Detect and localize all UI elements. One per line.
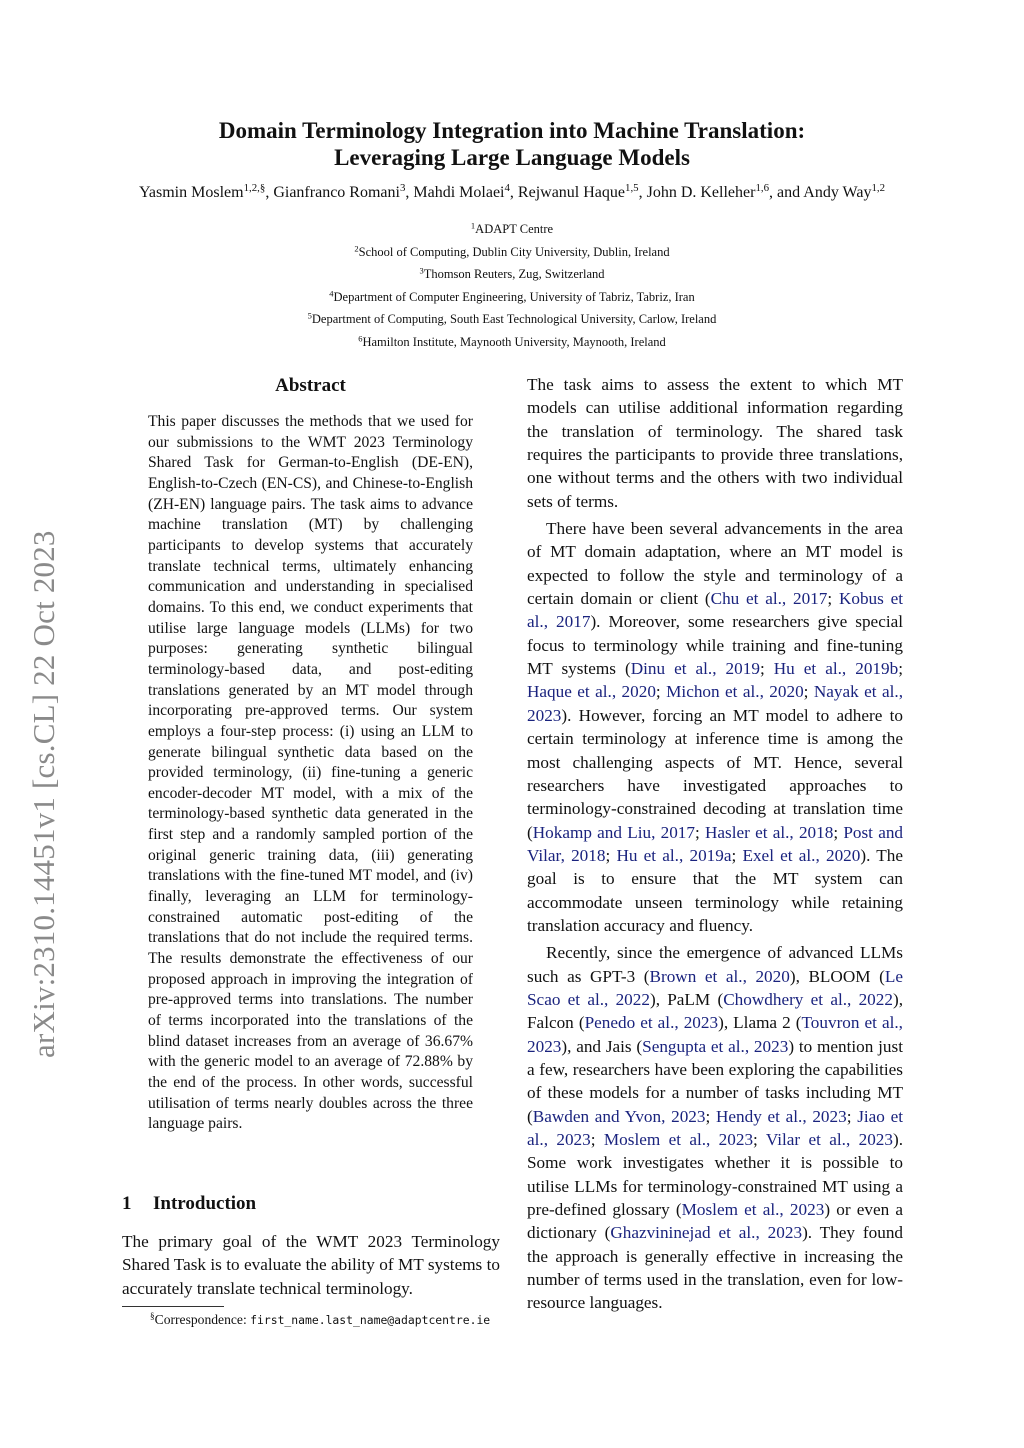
affiliation-text: Hamilton Institute, Maynooth University, Maynooth, Ireland	[362, 335, 666, 349]
footnote-mark: §	[150, 1310, 155, 1321]
paper-title-line-2: Leveraging Large Language Models	[334, 145, 690, 170]
affiliation-text: Department of Computer Engineering, University of Tabriz, Tabriz, Iran	[333, 290, 695, 304]
introduction-body	[122, 1230, 500, 1300]
citation-link[interactable]: Vilar et al., 2023	[765, 1130, 893, 1149]
footnote-email: first_name.last_name@adaptcentre.ie	[250, 1313, 491, 1327]
citation-link[interactable]: Nayak et al., 2023	[527, 682, 904, 725]
abstract-text: This paper discusses the methods that we used for our submissions to the WMT 2023 Terminology Shared Task for German-to-English (DE-EN), English-to-Czech (EN-CS), and Chinese-to-English (ZH-EN) language pairs. The task aims to advance machine translation (MT) by challenging participants to develop systems that accurately translate technical terms, ultimately enhancing communication and understanding in specialised domains. To this end, we conduct experiments that utilise large language models (LLMs) for two purposes: generating synthetic bilingual terminology-based data, and post-editing translations generated by an MT model through incorporating pre-approved terms. Our system employs a four-step process: (i) using an LLM to generate bilingual synthetic data based on the provided terminology, (ii) fine-tuning a generic encoder-decoder MT model, with a mix of the terminology-based synthetic data generated in the first step and a randomly sampled portion of the original generic training data, (iii) generating translations with the fine-tuned MT model, and (iv) finally, leveraging an LLM for terminology-constrained automatic post-editing of the translations that do not include the required terms. The results demonstrate the effectiveness of our proposed approach in improving the integration of pre-approved terms into translations. The number of terms incorporated into the translations of the blind dataset increases from an average of 36.67% with the generic model to an average of 72.88% by the end of the process. In other words, successful utilisation of terms nearly doubles across the three language pairs.	[148, 413, 473, 1133]
body-text: ;	[898, 659, 903, 679]
body-text: ;	[655, 682, 667, 702]
body-text: ), Falcon (	[527, 989, 903, 1033]
body-paragraph	[527, 373, 903, 513]
citation-link[interactable]: Kobus et al., 2017	[527, 589, 903, 632]
body-paragraph	[527, 941, 903, 1315]
body-text: ;	[590, 1130, 604, 1149]
introduction-text: The primary goal of the WMT 2023 Terminology Shared Task is to evaluate the ability of MT systems to accurately translate technical terminology.	[122, 1232, 500, 1298]
affiliation-mark: 4	[329, 288, 334, 299]
body-text: ), BLOOM (	[789, 966, 885, 986]
author-separator: , and	[769, 184, 804, 201]
affiliation-text: Thomson Reuters, Zug, Switzerland	[423, 267, 605, 281]
affiliation-mark: 5	[307, 310, 312, 321]
citation-link[interactable]: Haque et al., 2020	[527, 682, 656, 702]
citation-link[interactable]: Ghazvininejad et al., 2023	[610, 1223, 803, 1243]
body-text: ). However, forcing an MT model to adhere to certain terminology at inference time is among the most challenging aspects of MT. Hence, several researchers have investigated approaches to terminology-constrained decoding at translation time (	[527, 705, 903, 842]
body-text: ), PaLM (	[649, 989, 724, 1009]
footnote-rule	[122, 1306, 224, 1307]
affiliation	[0, 267, 1024, 282]
abstract-heading: Abstract	[275, 375, 346, 396]
affiliation-mark: 3	[419, 265, 424, 276]
citation-link[interactable]: Michon et al., 2020	[666, 682, 804, 702]
body-text: ). Moreover, some researchers give special focus to terminology while training and fine-tuning MT systems (	[527, 612, 903, 679]
body-text: ;	[753, 1130, 766, 1149]
citation-link[interactable]: Hokamp and Liu, 2017	[532, 822, 695, 842]
citation-link[interactable]: Touvron et al., 2023	[527, 1013, 903, 1056]
affiliation-text: Department of Computing, South East Technological University, Carlow, Ireland	[311, 312, 717, 326]
footnote	[150, 1312, 490, 1328]
citation-link[interactable]: Bawden and Yvon, 2023	[532, 1106, 706, 1126]
author-name: Andy Way	[803, 184, 872, 201]
citation-link[interactable]: Sengupta et al., 2023	[642, 1036, 789, 1056]
author-separator: ,	[638, 184, 647, 201]
citation-link[interactable]: Hendy et al., 2023	[715, 1106, 847, 1126]
affiliation	[0, 335, 1024, 350]
body-text: ;	[827, 589, 839, 609]
body-text: ). Some work investigates whether it is possible to utilise LLMs for terminology-constrained MT using a pre-defined glossary (	[527, 1130, 904, 1220]
body-text: ), Llama 2 (	[718, 1013, 802, 1033]
author-affiliation-mark: 1,6	[755, 182, 770, 195]
body-text: ;	[731, 845, 743, 865]
author-separator: ,	[265, 184, 274, 201]
affiliation	[0, 290, 1024, 305]
affiliation-text: ADAPT Centre	[475, 222, 554, 236]
affiliation-text: School of Computing, Dublin City University, Dublin, Ireland	[358, 245, 670, 259]
citation-link[interactable]: Brown et al., 2020	[649, 966, 790, 986]
body-text: ) to mention just a few, researchers have been exploring the capabilities of these models for a number of tasks including MT (	[527, 1036, 903, 1126]
body-text: ). The goal is to ensure that the MT system can accommodate unseen terminology while retaining translation accuracy and fluency.	[527, 845, 903, 935]
paper-title-line-1: Domain Terminology Integration into Machine Translation:	[218, 118, 806, 143]
body-text: Recently, since the emergence of advanced LLMs such as GPT-3 (	[527, 943, 903, 986]
author-affiliation-mark: 3	[399, 182, 406, 195]
body-text: ;	[846, 1106, 858, 1126]
citation-link[interactable]: Moslem et al., 2023	[681, 1200, 825, 1220]
body-text: ;	[803, 682, 814, 702]
citation-link[interactable]: Moslem et al., 2023	[603, 1130, 754, 1149]
citation-link[interactable]: Hu et al., 2019a	[616, 845, 732, 865]
author-affiliation-mark: 1,2,§	[243, 182, 266, 195]
section-heading	[122, 1193, 256, 1215]
arxiv-stamp: arXiv:2310.14451v1 [cs.CL] 22 Oct 2023	[26, 530, 61, 1058]
author-name: Yasmin Moslem	[138, 184, 244, 201]
author-affiliation-mark: 1,2	[871, 182, 886, 195]
affiliation-mark: 6	[358, 333, 363, 344]
citation-link[interactable]: Chowdhery et al., 2022	[723, 989, 893, 1009]
author-name: Rejwanul Haque	[517, 184, 625, 201]
author-name: John D. Kelleher	[646, 184, 756, 201]
body-text: The task aims to assess the extent to which MT models can utilise additional information regarding the translation of terminology. The shared task requires the participants to provide three translations, one without terms and the others with two individual sets of terms.	[527, 375, 903, 511]
citation-link[interactable]: Chu et al., 2017	[710, 589, 828, 609]
body-text: ). They found the approach is generally effective in increasing the number of terms used in the translation, even for low-resource languages.	[527, 1223, 904, 1313]
body-text: ;	[694, 822, 705, 842]
author-separator: ,	[509, 184, 518, 201]
affiliation	[0, 222, 1024, 237]
right-column	[527, 373, 903, 1315]
citation-link[interactable]: Jiao et al., 2023	[527, 1106, 903, 1149]
author-list	[0, 184, 1024, 202]
author-affiliation-mark: 4	[504, 182, 510, 195]
affiliation-mark: 1	[470, 220, 476, 231]
citation-link[interactable]: Post and Vilar, 2018	[527, 822, 904, 865]
affiliation	[0, 312, 1024, 327]
citation-link[interactable]: Le Scao et al., 2022	[527, 966, 903, 1009]
body-text: ;	[605, 845, 617, 865]
affiliation-mark: 2	[354, 243, 359, 254]
abstract-body	[148, 412, 473, 1135]
citation-link[interactable]: Hu et al., 2019b	[773, 659, 899, 679]
body-text: ;	[833, 822, 844, 842]
citation-link[interactable]: Penedo et al., 2023	[584, 1013, 719, 1033]
body-text: ), and Jais (	[561, 1036, 643, 1056]
body-text: There have been several advancements in the area of MT domain adaptation, where an MT model is expected to follow the style and terminology of a certain domain or client (	[527, 519, 903, 609]
section-title: Introduction	[153, 1193, 257, 1214]
section-number: 1	[122, 1193, 132, 1214]
author-name: Mahdi Molaei	[413, 184, 505, 201]
author-separator: ,	[405, 184, 414, 201]
footnote-label: Correspondence:	[154, 1312, 251, 1327]
body-text: ;	[705, 1106, 716, 1126]
body-paragraph	[527, 517, 903, 937]
author-name: Gianfranco Romani	[273, 184, 400, 201]
body-text: ;	[759, 659, 774, 679]
body-text: ) or even a dictionary (	[527, 1200, 904, 1243]
affiliation	[0, 245, 1024, 260]
citation-link[interactable]: Exel et al., 2020	[742, 845, 861, 865]
citation-link[interactable]: Dinu et al., 2019	[630, 659, 760, 679]
author-affiliation-mark: 1,5	[625, 182, 639, 195]
citation-link[interactable]: Hasler et al., 2018	[705, 822, 834, 842]
